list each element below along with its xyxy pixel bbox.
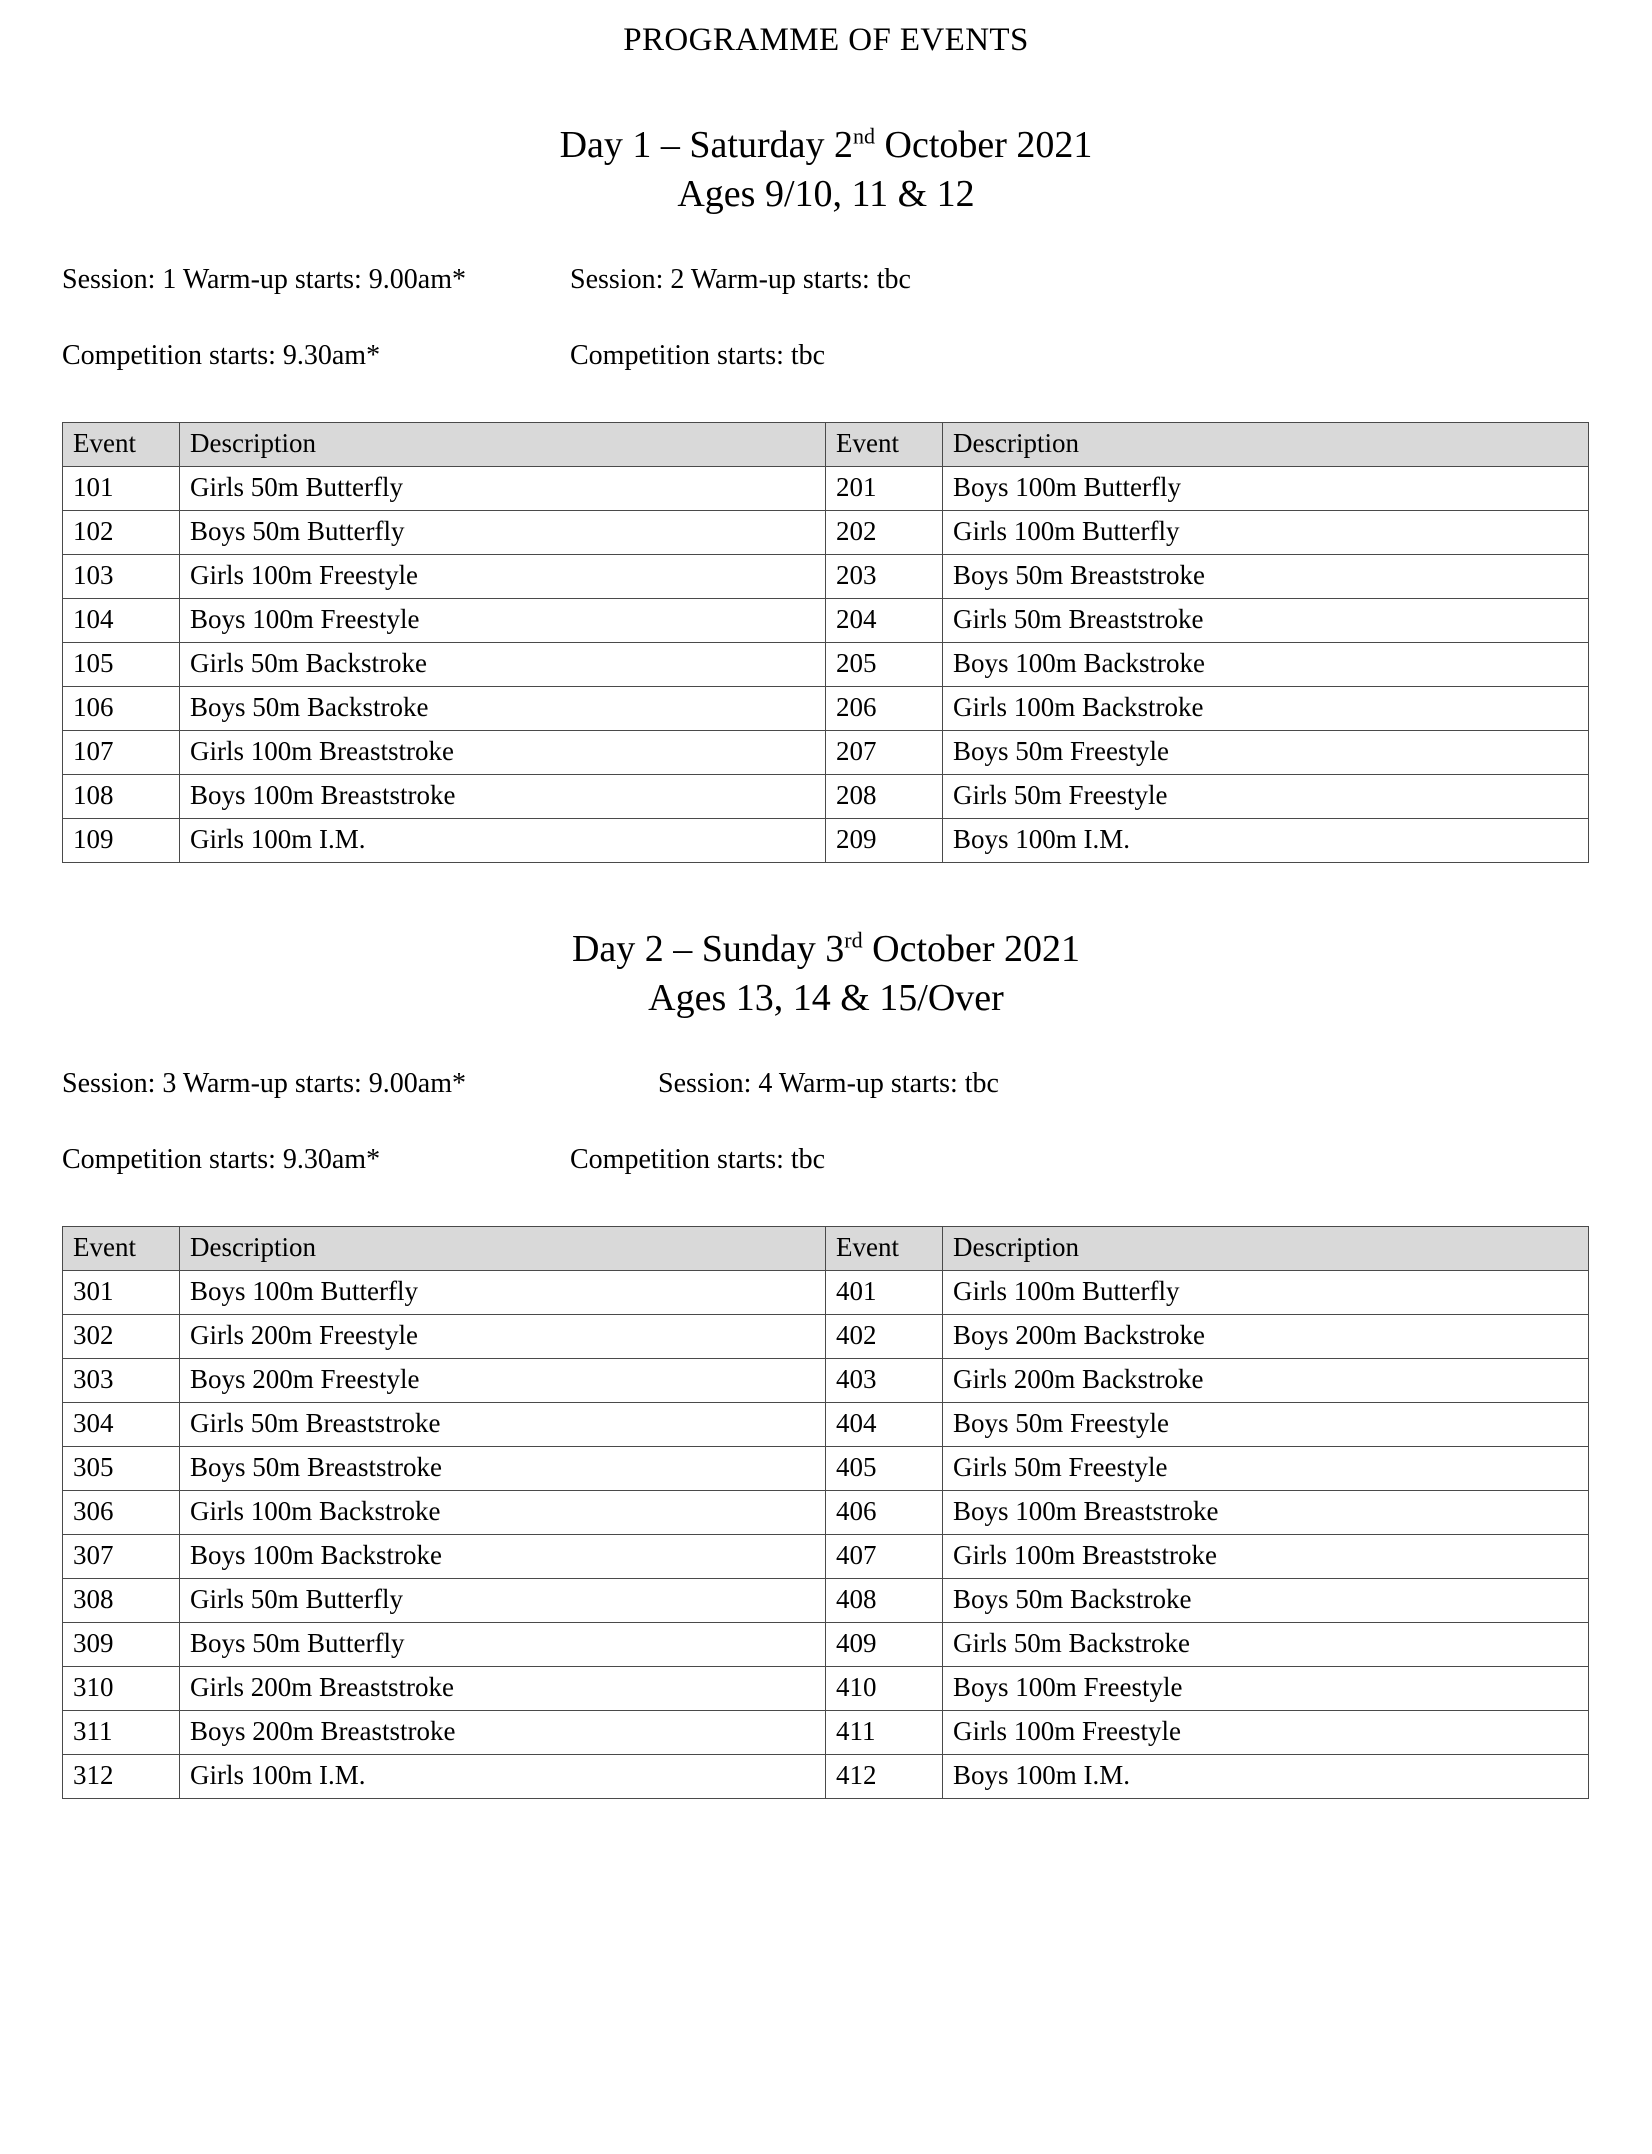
day-1-warmup-row <box>62 262 1590 300</box>
event-number: 406 <box>826 1490 943 1534</box>
event-description: Girls 200m Breaststroke <box>180 1666 826 1710</box>
event-number: 209 <box>826 818 943 862</box>
event-description: Boys 100m Freestyle <box>943 1666 1589 1710</box>
day-2-heading <box>62 925 1590 1024</box>
event-number: 208 <box>826 774 943 818</box>
event-number: 106 <box>63 686 180 730</box>
column-header-event-right: Event <box>826 422 943 466</box>
event-description: Boys 50m Butterfly <box>180 1622 826 1666</box>
day-2-table-body <box>63 1270 1589 1798</box>
session-2-warmup: Session: 2 Warm-up starts: tbc <box>570 263 911 295</box>
event-description: Boys 100m Butterfly <box>180 1270 826 1314</box>
day-1-date-line <box>62 121 1590 170</box>
table-row <box>63 1270 1589 1314</box>
event-description: Girls 100m I.M. <box>180 818 826 862</box>
event-description: Boys 50m Backstroke <box>180 686 826 730</box>
table-row <box>63 1314 1589 1358</box>
event-description: Boys 50m Butterfly <box>180 510 826 554</box>
event-description: Girls 100m Butterfly <box>943 510 1589 554</box>
event-description: Boys 100m Breaststroke <box>180 774 826 818</box>
table-row <box>63 730 1589 774</box>
event-description: Boys 200m Breaststroke <box>180 1710 826 1754</box>
event-description: Girls 100m Butterfly <box>943 1270 1589 1314</box>
event-description: Girls 100m Freestyle <box>180 554 826 598</box>
table-row <box>63 774 1589 818</box>
event-number: 108 <box>63 774 180 818</box>
event-description: Girls 100m Backstroke <box>943 686 1589 730</box>
session-1-warmup: Session: 1 Warm-up starts: 9.00am* <box>62 263 466 295</box>
event-description: Boys 100m Freestyle <box>180 598 826 642</box>
table-header-row <box>63 1226 1589 1270</box>
event-number: 410 <box>826 1666 943 1710</box>
column-header-description-right: Description <box>943 1226 1589 1270</box>
event-number: 403 <box>826 1358 943 1402</box>
table-row <box>63 1490 1589 1534</box>
day-1-competition-row <box>62 338 1590 376</box>
session-4-competition: Competition starts: tbc <box>570 1143 826 1175</box>
event-number: 310 <box>63 1666 180 1710</box>
table-row <box>63 686 1589 730</box>
event-number: 407 <box>826 1534 943 1578</box>
event-description: Girls 50m Butterfly <box>180 1578 826 1622</box>
column-header-event-left: Event <box>63 422 180 466</box>
event-description: Girls 50m Backstroke <box>943 1622 1589 1666</box>
event-description: Girls 50m Breaststroke <box>943 598 1589 642</box>
day-2-date-ordinal: rd <box>844 927 863 953</box>
event-description: Girls 50m Breaststroke <box>180 1402 826 1446</box>
event-description: Girls 50m Backstroke <box>180 642 826 686</box>
day-1-date-ordinal: nd <box>852 123 876 149</box>
event-description: Boys 100m I.M. <box>943 1754 1589 1798</box>
event-description: Girls 50m Butterfly <box>180 466 826 510</box>
day-2-events-table <box>62 1226 1589 1799</box>
event-description: Boys 50m Breaststroke <box>180 1446 826 1490</box>
event-number: 401 <box>826 1270 943 1314</box>
event-number: 201 <box>826 466 943 510</box>
event-number: 408 <box>826 1578 943 1622</box>
event-number: 303 <box>63 1358 180 1402</box>
event-description: Girls 100m Freestyle <box>943 1710 1589 1754</box>
event-number: 109 <box>63 818 180 862</box>
day-2-date-line <box>62 925 1590 974</box>
event-number: 107 <box>63 730 180 774</box>
event-description: Girls 50m Freestyle <box>943 1446 1589 1490</box>
event-number: 102 <box>63 510 180 554</box>
event-number: 308 <box>63 1578 180 1622</box>
table-header-row <box>63 422 1589 466</box>
event-description: Girls 50m Freestyle <box>943 774 1589 818</box>
table-row <box>63 1446 1589 1490</box>
column-header-event-right: Event <box>826 1226 943 1270</box>
table-row <box>63 1622 1589 1666</box>
table-row <box>63 1666 1589 1710</box>
day-1-events-table <box>62 422 1589 863</box>
event-description: Girls 100m Breaststroke <box>943 1534 1589 1578</box>
day-1-ages-line: Ages 9/10, 11 & 12 <box>677 173 975 216</box>
event-description: Girls 100m Backstroke <box>180 1490 826 1534</box>
table-row <box>63 818 1589 862</box>
day-1-table-body <box>63 466 1589 862</box>
event-description: Boys 50m Breaststroke <box>943 554 1589 598</box>
day-1-heading <box>62 121 1590 220</box>
page-title: PROGRAMME OF EVENTS <box>623 22 1029 58</box>
event-number: 405 <box>826 1446 943 1490</box>
event-number: 105 <box>63 642 180 686</box>
event-number: 409 <box>826 1622 943 1666</box>
day-2-warmup-row <box>62 1066 1590 1104</box>
event-number: 412 <box>826 1754 943 1798</box>
event-number: 302 <box>63 1314 180 1358</box>
event-number: 309 <box>63 1622 180 1666</box>
table-row <box>63 1578 1589 1622</box>
event-number: 203 <box>826 554 943 598</box>
table-row <box>63 1402 1589 1446</box>
event-number: 311 <box>63 1710 180 1754</box>
event-number: 206 <box>826 686 943 730</box>
event-number: 307 <box>63 1534 180 1578</box>
table-row <box>63 642 1589 686</box>
day-2-ages-line: Ages 13, 14 & 15/Over <box>648 977 1004 1020</box>
event-description: Boys 200m Backstroke <box>943 1314 1589 1358</box>
day-2-date-suffix: October 2021 <box>862 927 1081 970</box>
event-description: Boys 50m Freestyle <box>943 730 1589 774</box>
table-row <box>63 1534 1589 1578</box>
event-description: Girls 200m Freestyle <box>180 1314 826 1358</box>
event-number: 404 <box>826 1402 943 1446</box>
day-2-date-prefix: Day 2 – Sunday 3 <box>571 927 845 970</box>
day-2-competition-row <box>62 1142 1590 1180</box>
event-description: Boys 200m Freestyle <box>180 1358 826 1402</box>
day-1-session-info <box>62 262 1590 376</box>
event-number: 207 <box>826 730 943 774</box>
day-1-date-suffix: October 2021 <box>875 124 1093 166</box>
event-description: Boys 50m Freestyle <box>943 1402 1589 1446</box>
session-3-competition: Competition starts: 9.30am* <box>62 1143 381 1175</box>
table-row <box>63 1358 1589 1402</box>
event-number: 104 <box>63 598 180 642</box>
table-row <box>63 1754 1589 1798</box>
table-row <box>63 554 1589 598</box>
day-2-session-info <box>62 1066 1590 1180</box>
event-description: Girls 100m I.M. <box>180 1754 826 1798</box>
event-number: 202 <box>826 510 943 554</box>
event-number: 204 <box>826 598 943 642</box>
event-number: 411 <box>826 1710 943 1754</box>
day-1-date-prefix: Day 1 – Saturday 2 <box>559 124 853 166</box>
event-description: Boys 100m Breaststroke <box>943 1490 1589 1534</box>
event-number: 305 <box>63 1446 180 1490</box>
column-header-description-right: Description <box>943 422 1589 466</box>
session-2-competition: Competition starts: tbc <box>570 339 826 371</box>
event-number: 301 <box>63 1270 180 1314</box>
event-number: 101 <box>63 466 180 510</box>
column-header-description-left: Description <box>180 422 826 466</box>
event-description: Boys 50m Backstroke <box>943 1578 1589 1622</box>
table-row <box>63 1710 1589 1754</box>
event-number: 402 <box>826 1314 943 1358</box>
event-description: Boys 100m Backstroke <box>943 642 1589 686</box>
table-row <box>63 510 1589 554</box>
event-number: 205 <box>826 642 943 686</box>
table-row <box>63 466 1589 510</box>
event-number: 306 <box>63 1490 180 1534</box>
column-header-event-left: Event <box>63 1226 180 1270</box>
event-description: Boys 100m Butterfly <box>943 466 1589 510</box>
event-number: 304 <box>63 1402 180 1446</box>
event-description: Boys 100m Backstroke <box>180 1534 826 1578</box>
event-number: 312 <box>63 1754 180 1798</box>
session-3-warmup: Session: 3 Warm-up starts: 9.00am* <box>62 1067 466 1099</box>
programme-page <box>0 22 1652 2154</box>
column-header-description-left: Description <box>180 1226 826 1270</box>
session-1-competition: Competition starts: 9.30am* <box>62 339 381 371</box>
event-description: Boys 100m I.M. <box>943 818 1589 862</box>
event-number: 103 <box>63 554 180 598</box>
event-description: Girls 100m Breaststroke <box>180 730 826 774</box>
session-4-warmup: Session: 4 Warm-up starts: tbc <box>658 1067 999 1099</box>
event-description: Girls 200m Backstroke <box>943 1358 1589 1402</box>
table-row <box>63 598 1589 642</box>
